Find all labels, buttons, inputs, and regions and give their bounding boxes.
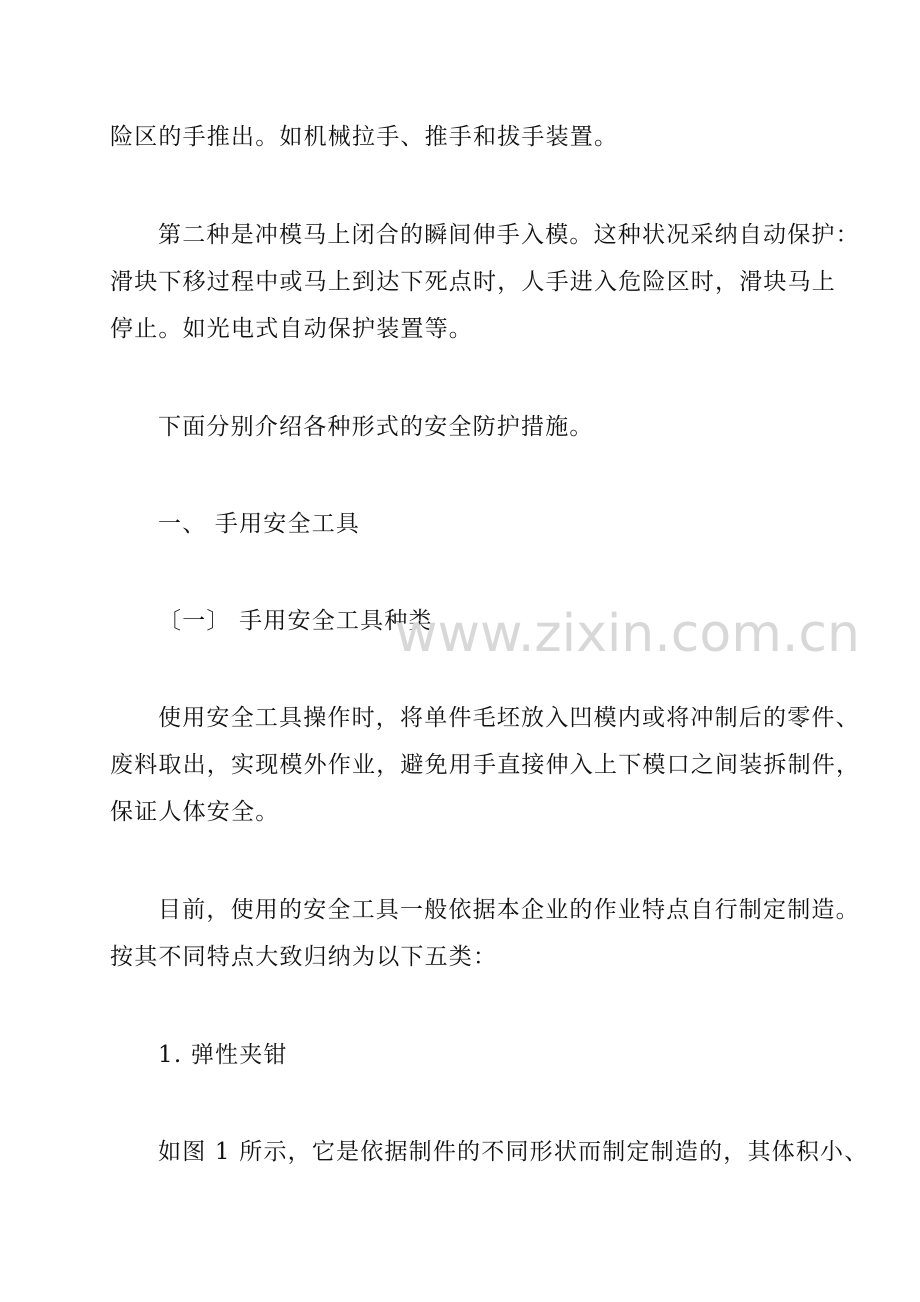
text-line-1: 险区的手推出。如机械拉手、推手和拔手装置。 [110, 124, 619, 150]
text-line-10: 按其不同特点大致归纳为以下五类： [110, 944, 498, 970]
subsection-heading-1: 〔一〕 手用安全工具种类 [158, 608, 433, 634]
text-line-3: 滑块下移过程中或马上到达下死点时，人手进入危险区时，滑块马上 [110, 269, 836, 295]
list-item-heading-1: 1. 弹性夹钳 [158, 1042, 288, 1068]
text-line-4: 停止。如光电式自动保护装置等。 [110, 316, 473, 342]
text-line-8: 保证人体安全。 [110, 799, 280, 825]
text-line-5: 下面分别介绍各种形式的安全防护措施。 [158, 414, 594, 440]
watermark-text: www.zixin.com.cn [395, 604, 860, 664]
text-line-6: 使用安全工具操作时，将单件毛坯放入凹模内或将冲制后的零件、 [158, 705, 860, 731]
text-line-2: 第二种是冲模马上闭合的瞬间伸手入模。这种状况采纳自动保护： [158, 222, 860, 248]
section-heading-1: 一、 手用安全工具 [158, 511, 361, 537]
text-line-11: 如图 1 所示，它是依据制件的不同形状而制定制造的，其体积小、 [158, 1139, 869, 1165]
text-line-9: 目前，使用的安全工具一般依据本企业的作业特点自行制定制造。 [158, 897, 860, 923]
text-line-7: 废料取出，实现模外作业，避免用手直接伸入上下模口之间装拆制件， [110, 752, 861, 778]
